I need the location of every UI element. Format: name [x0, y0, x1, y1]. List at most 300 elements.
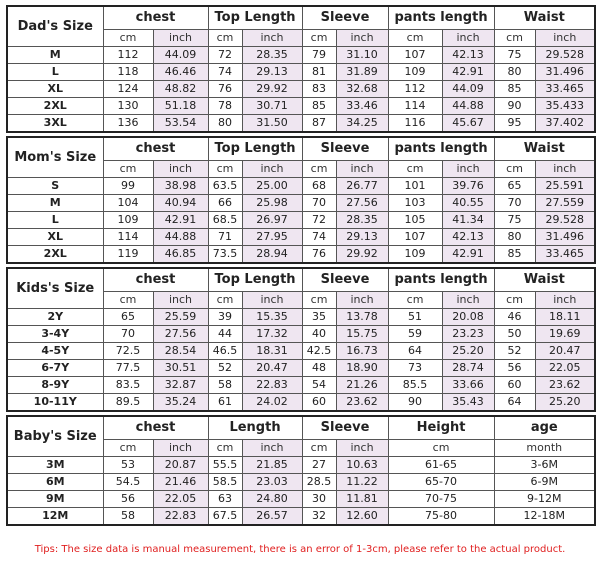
value-cell: 72 — [302, 212, 336, 229]
header-row — [7, 6, 595, 30]
unit-cell: inch — [153, 30, 208, 47]
size-table-1 — [6, 136, 596, 264]
unit-cell: cm — [208, 30, 242, 47]
value-cell: 27.56 — [336, 195, 388, 212]
value-cell: 107 — [388, 229, 442, 246]
value-cell: 67.5 — [208, 508, 242, 526]
value-cell: 56 — [494, 360, 535, 377]
value-cell: 27 — [302, 457, 336, 474]
value-cell: 105 — [388, 212, 442, 229]
unit-cell: cm — [388, 292, 442, 309]
value-cell: 42.91 — [442, 246, 494, 264]
value-cell: 55.5 — [208, 457, 242, 474]
value-cell: 28.35 — [336, 212, 388, 229]
value-cell: 75 — [494, 47, 535, 64]
value-cell: 29.528 — [535, 212, 595, 229]
value-cell: 29.92 — [336, 246, 388, 264]
value-cell: 25.00 — [242, 178, 302, 195]
column-header: chest — [103, 6, 208, 30]
unit-cell: inch — [336, 440, 388, 457]
value-cell: 35 — [302, 309, 336, 326]
value-cell: 28.54 — [153, 343, 208, 360]
value-cell: 104 — [103, 195, 153, 212]
value-cell: 12.60 — [336, 508, 388, 526]
value-cell: 17.32 — [242, 326, 302, 343]
unit-cell: cm — [388, 440, 494, 457]
value-cell: 23.23 — [442, 326, 494, 343]
value-cell: 35.433 — [535, 98, 595, 115]
value-cell: 40.94 — [153, 195, 208, 212]
table-row — [7, 98, 595, 115]
value-cell: 90 — [388, 394, 442, 412]
value-cell: 72 — [208, 47, 242, 64]
value-cell: 79 — [302, 47, 336, 64]
value-cell: 85 — [302, 98, 336, 115]
column-header: Top Length — [208, 268, 302, 292]
unit-cell: inch — [336, 30, 388, 47]
value-cell: 39 — [208, 309, 242, 326]
table-row — [7, 195, 595, 212]
value-cell: 70-75 — [388, 491, 494, 508]
value-cell: 28.94 — [242, 246, 302, 264]
column-header: Length — [208, 416, 302, 440]
table-row — [7, 326, 595, 343]
unit-cell: inch — [535, 30, 595, 47]
value-cell: 44 — [208, 326, 242, 343]
value-cell: 23.62 — [336, 394, 388, 412]
value-cell: 64 — [388, 343, 442, 360]
value-cell: 44.09 — [442, 81, 494, 98]
value-cell: 20.87 — [153, 457, 208, 474]
value-cell: 42.91 — [153, 212, 208, 229]
value-cell: 95 — [494, 115, 535, 133]
unit-cell: cm — [494, 161, 535, 178]
value-cell: 64 — [494, 394, 535, 412]
size-label: 3XL — [7, 115, 103, 133]
value-cell: 33.66 — [442, 377, 494, 394]
value-cell: 41.34 — [442, 212, 494, 229]
value-cell: 65 — [103, 309, 153, 326]
value-cell: 22.83 — [242, 377, 302, 394]
value-cell: 26.57 — [242, 508, 302, 526]
value-cell: 118 — [103, 64, 153, 81]
value-cell: 74 — [302, 229, 336, 246]
value-cell: 101 — [388, 178, 442, 195]
table-row — [7, 377, 595, 394]
value-cell: 80 — [494, 229, 535, 246]
value-cell: 114 — [388, 98, 442, 115]
value-cell: 99 — [103, 178, 153, 195]
value-cell: 18.31 — [242, 343, 302, 360]
column-header: Waist — [494, 268, 595, 292]
value-cell: 70 — [302, 195, 336, 212]
unit-cell: cm — [103, 292, 153, 309]
value-cell: 46.5 — [208, 343, 242, 360]
size-table-2 — [6, 267, 596, 412]
size-chart — [6, 5, 594, 529]
unit-cell: cm — [103, 440, 153, 457]
value-cell: 73.5 — [208, 246, 242, 264]
value-cell: 9-12M — [494, 491, 595, 508]
value-cell: 25.20 — [442, 343, 494, 360]
header-row — [7, 137, 595, 161]
size-label: M — [7, 195, 103, 212]
value-cell: 85 — [494, 81, 535, 98]
value-cell: 6-9M — [494, 474, 595, 491]
value-cell: 13.78 — [336, 309, 388, 326]
size-label: 8-9Y — [7, 377, 103, 394]
value-cell: 44.88 — [442, 98, 494, 115]
unit-cell: inch — [535, 161, 595, 178]
size-label: 2Y — [7, 309, 103, 326]
value-cell: 65-70 — [388, 474, 494, 491]
table-title: Mom's Size — [7, 137, 103, 178]
header-row — [7, 268, 595, 292]
value-cell: 33.465 — [535, 81, 595, 98]
value-cell: 51 — [388, 309, 442, 326]
value-cell: 22.83 — [153, 508, 208, 526]
column-header: chest — [103, 416, 208, 440]
value-cell: 33.46 — [336, 98, 388, 115]
value-cell: 28.5 — [302, 474, 336, 491]
value-cell: 76 — [302, 246, 336, 264]
value-cell: 35.24 — [153, 394, 208, 412]
table-row — [7, 178, 595, 195]
value-cell: 48 — [302, 360, 336, 377]
value-cell: 29.528 — [535, 47, 595, 64]
value-cell: 16.73 — [336, 343, 388, 360]
table-row — [7, 457, 595, 474]
unit-cell: inch — [153, 440, 208, 457]
value-cell: 37.402 — [535, 115, 595, 133]
table-row — [7, 81, 595, 98]
unit-cell: cm — [494, 292, 535, 309]
column-header: Top Length — [208, 137, 302, 161]
value-cell: 61-65 — [388, 457, 494, 474]
unit-cell: inch — [242, 440, 302, 457]
value-cell: 39.76 — [442, 178, 494, 195]
column-header: chest — [103, 268, 208, 292]
value-cell: 83 — [302, 81, 336, 98]
value-cell: 70 — [494, 195, 535, 212]
unit-cell: inch — [336, 161, 388, 178]
value-cell: 18.90 — [336, 360, 388, 377]
size-label: L — [7, 212, 103, 229]
size-label: 6-7Y — [7, 360, 103, 377]
column-header: Sleeve — [302, 416, 388, 440]
value-cell: 40.55 — [442, 195, 494, 212]
value-cell: 68 — [302, 178, 336, 195]
value-cell: 30.51 — [153, 360, 208, 377]
table-row — [7, 491, 595, 508]
value-cell: 51.18 — [153, 98, 208, 115]
size-label: 6M — [7, 474, 103, 491]
column-header: chest — [103, 137, 208, 161]
value-cell: 19.69 — [535, 326, 595, 343]
value-cell: 85.5 — [388, 377, 442, 394]
unit-cell: cm — [103, 30, 153, 47]
unit-cell: inch — [242, 30, 302, 47]
value-cell: 18.11 — [535, 309, 595, 326]
column-header: Height — [388, 416, 494, 440]
unit-cell: cm — [208, 440, 242, 457]
table-row — [7, 309, 595, 326]
unit-cell: cm — [208, 292, 242, 309]
value-cell: 46 — [494, 309, 535, 326]
table-row — [7, 212, 595, 229]
column-header: Top Length — [208, 6, 302, 30]
value-cell: 15.35 — [242, 309, 302, 326]
value-cell: 29.13 — [336, 229, 388, 246]
column-header: Sleeve — [302, 6, 388, 30]
size-label: 3-4Y — [7, 326, 103, 343]
column-header: pants length — [388, 268, 494, 292]
value-cell: 28.74 — [442, 360, 494, 377]
value-cell: 10.63 — [336, 457, 388, 474]
value-cell: 31.50 — [242, 115, 302, 133]
value-cell: 52 — [494, 343, 535, 360]
value-cell: 34.25 — [336, 115, 388, 133]
value-cell: 44.88 — [153, 229, 208, 246]
size-label: 2XL — [7, 246, 103, 264]
value-cell: 109 — [388, 246, 442, 264]
value-cell: 20.08 — [442, 309, 494, 326]
size-label: S — [7, 178, 103, 195]
unit-cell: cm — [302, 440, 336, 457]
value-cell: 30.71 — [242, 98, 302, 115]
size-label: 2XL — [7, 98, 103, 115]
value-cell: 76 — [208, 81, 242, 98]
value-cell: 46.46 — [153, 64, 208, 81]
value-cell: 114 — [103, 229, 153, 246]
value-cell: 27.95 — [242, 229, 302, 246]
value-cell: 28.35 — [242, 47, 302, 64]
value-cell: 80 — [208, 115, 242, 133]
unit-cell: inch — [442, 292, 494, 309]
value-cell: 25.98 — [242, 195, 302, 212]
value-cell: 109 — [388, 64, 442, 81]
value-cell: 80 — [494, 64, 535, 81]
unit-cell: inch — [336, 292, 388, 309]
value-cell: 22.05 — [535, 360, 595, 377]
header-row — [7, 416, 595, 440]
unit-cell: month — [494, 440, 595, 457]
table-row — [7, 246, 595, 264]
value-cell: 20.47 — [242, 360, 302, 377]
value-cell: 54 — [302, 377, 336, 394]
value-cell: 68.5 — [208, 212, 242, 229]
column-header: Waist — [494, 6, 595, 30]
unit-cell: cm — [494, 30, 535, 47]
table-row — [7, 394, 595, 412]
value-cell: 53.54 — [153, 115, 208, 133]
value-cell: 58.5 — [208, 474, 242, 491]
table-row — [7, 508, 595, 526]
value-cell: 54.5 — [103, 474, 153, 491]
unit-cell: inch — [153, 161, 208, 178]
table-row — [7, 360, 595, 377]
value-cell: 56 — [103, 491, 153, 508]
size-label: 10-11Y — [7, 394, 103, 412]
value-cell: 3-6M — [494, 457, 595, 474]
value-cell: 89.5 — [103, 394, 153, 412]
table-title: Dad's Size — [7, 6, 103, 47]
value-cell: 21.26 — [336, 377, 388, 394]
value-cell: 48.82 — [153, 81, 208, 98]
value-cell: 27.559 — [535, 195, 595, 212]
value-cell: 32 — [302, 508, 336, 526]
value-cell: 11.81 — [336, 491, 388, 508]
column-header: Sleeve — [302, 137, 388, 161]
value-cell: 70 — [103, 326, 153, 343]
value-cell: 66 — [208, 195, 242, 212]
table-title: Kids's Size — [7, 268, 103, 309]
value-cell: 25.59 — [153, 309, 208, 326]
size-label: L — [7, 64, 103, 81]
table-row — [7, 64, 595, 81]
unit-cell: inch — [442, 161, 494, 178]
unit-cell: cm — [388, 30, 442, 47]
size-label: 3M — [7, 457, 103, 474]
value-cell: 24.80 — [242, 491, 302, 508]
value-cell: 24.02 — [242, 394, 302, 412]
size-table-0 — [6, 5, 596, 133]
value-cell: 42.5 — [302, 343, 336, 360]
value-cell: 77.5 — [103, 360, 153, 377]
value-cell: 23.62 — [535, 377, 595, 394]
value-cell: 33.465 — [535, 246, 595, 264]
value-cell: 119 — [103, 246, 153, 264]
unit-cell: cm — [388, 161, 442, 178]
value-cell: 42.91 — [442, 64, 494, 81]
size-label: 4-5Y — [7, 343, 103, 360]
column-header: pants length — [388, 137, 494, 161]
value-cell: 50 — [494, 326, 535, 343]
value-cell: 52 — [208, 360, 242, 377]
value-cell: 78 — [208, 98, 242, 115]
unit-cell: inch — [153, 292, 208, 309]
unit-cell: cm — [302, 161, 336, 178]
value-cell: 21.46 — [153, 474, 208, 491]
value-cell: 30 — [302, 491, 336, 508]
tips-note: Tips: The size data is manual measurement, there is an error of 1-3cm, please refer to the actual product. — [34, 544, 566, 555]
column-header: Waist — [494, 137, 595, 161]
value-cell: 31.10 — [336, 47, 388, 64]
table-row — [7, 115, 595, 133]
value-cell: 124 — [103, 81, 153, 98]
value-cell: 29.13 — [242, 64, 302, 81]
value-cell: 21.85 — [242, 457, 302, 474]
value-cell: 22.05 — [153, 491, 208, 508]
unit-cell: inch — [242, 292, 302, 309]
value-cell: 75-80 — [388, 508, 494, 526]
value-cell: 112 — [103, 47, 153, 64]
value-cell: 71 — [208, 229, 242, 246]
value-cell: 61 — [208, 394, 242, 412]
value-cell: 75 — [494, 212, 535, 229]
value-cell: 58 — [208, 377, 242, 394]
value-cell: 32.68 — [336, 81, 388, 98]
value-cell: 85 — [494, 246, 535, 264]
value-cell: 60 — [302, 394, 336, 412]
value-cell: 109 — [103, 212, 153, 229]
unit-cell: cm — [103, 161, 153, 178]
unit-cell: inch — [535, 292, 595, 309]
value-cell: 26.77 — [336, 178, 388, 195]
table-row — [7, 343, 595, 360]
value-cell: 59 — [388, 326, 442, 343]
value-cell: 29.92 — [242, 81, 302, 98]
value-cell: 38.98 — [153, 178, 208, 195]
unit-cell: cm — [302, 292, 336, 309]
value-cell: 35.43 — [442, 394, 494, 412]
value-cell: 46.85 — [153, 246, 208, 264]
size-label: XL — [7, 229, 103, 246]
unit-cell: inch — [242, 161, 302, 178]
unit-cell: cm — [302, 30, 336, 47]
size-label: M — [7, 47, 103, 64]
value-cell: 53 — [103, 457, 153, 474]
value-cell: 63 — [208, 491, 242, 508]
table-title: Baby's Size — [7, 416, 103, 457]
value-cell: 72.5 — [103, 343, 153, 360]
table-row — [7, 474, 595, 491]
unit-cell: cm — [208, 161, 242, 178]
value-cell: 65 — [494, 178, 535, 195]
column-header: Sleeve — [302, 268, 388, 292]
unit-cell: inch — [442, 30, 494, 47]
value-cell: 90 — [494, 98, 535, 115]
size-label: 9M — [7, 491, 103, 508]
value-cell: 74 — [208, 64, 242, 81]
table-row — [7, 47, 595, 64]
value-cell: 31.496 — [535, 64, 595, 81]
value-cell: 42.13 — [442, 47, 494, 64]
value-cell: 20.47 — [535, 343, 595, 360]
value-cell: 81 — [302, 64, 336, 81]
value-cell: 87 — [302, 115, 336, 133]
table-row — [7, 229, 595, 246]
value-cell: 27.56 — [153, 326, 208, 343]
value-cell: 83.5 — [103, 377, 153, 394]
column-header: pants length — [388, 6, 494, 30]
value-cell: 112 — [388, 81, 442, 98]
value-cell: 23.03 — [242, 474, 302, 491]
value-cell: 63.5 — [208, 178, 242, 195]
size-label: XL — [7, 81, 103, 98]
column-header: age — [494, 416, 595, 440]
size-label: 12M — [7, 508, 103, 526]
value-cell: 116 — [388, 115, 442, 133]
value-cell: 42.13 — [442, 229, 494, 246]
value-cell: 60 — [494, 377, 535, 394]
size-table-3 — [6, 415, 596, 526]
value-cell: 12-18M — [494, 508, 595, 526]
value-cell: 73 — [388, 360, 442, 377]
value-cell: 31.496 — [535, 229, 595, 246]
value-cell: 130 — [103, 98, 153, 115]
value-cell: 31.89 — [336, 64, 388, 81]
value-cell: 136 — [103, 115, 153, 133]
value-cell: 15.75 — [336, 326, 388, 343]
value-cell: 103 — [388, 195, 442, 212]
value-cell: 25.591 — [535, 178, 595, 195]
value-cell: 40 — [302, 326, 336, 343]
value-cell: 25.20 — [535, 394, 595, 412]
value-cell: 58 — [103, 508, 153, 526]
value-cell: 45.67 — [442, 115, 494, 133]
value-cell: 11.22 — [336, 474, 388, 491]
